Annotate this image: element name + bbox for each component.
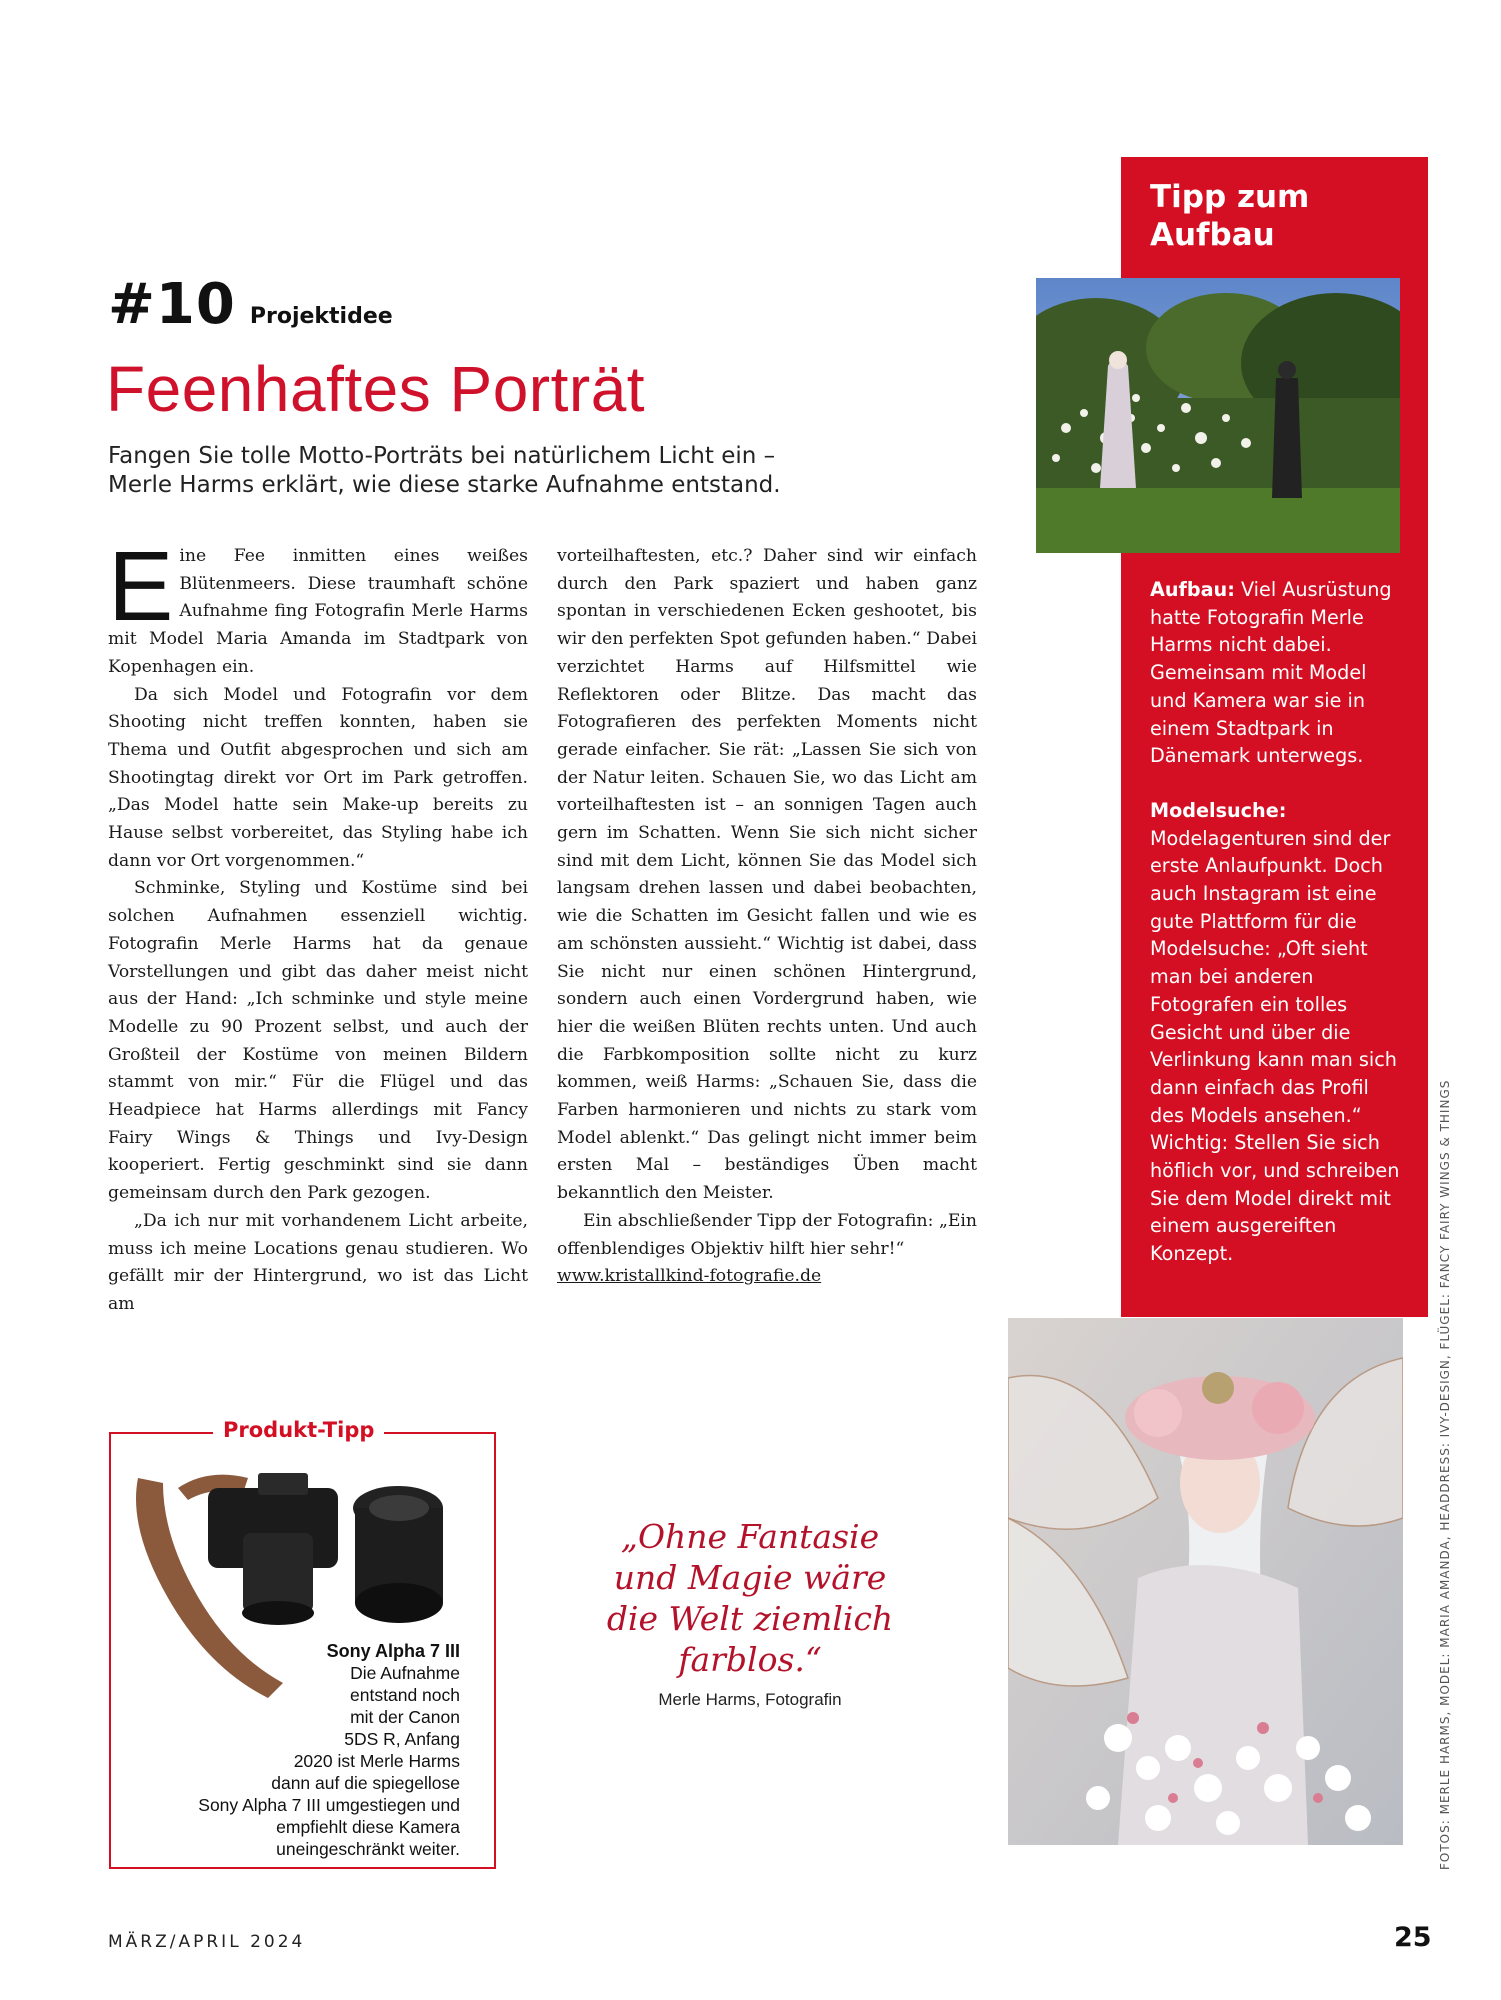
sidebar-label: Aufbau: bbox=[1150, 578, 1235, 601]
article-intro bbox=[108, 442, 868, 500]
paragraph bbox=[557, 1263, 977, 1291]
setup-photo bbox=[1036, 278, 1400, 553]
sidebar-heading-line: Aufbau bbox=[1150, 217, 1275, 253]
product-tip-label: Produkt-Tipp bbox=[213, 1418, 384, 1442]
sidebar-label: Modelsuche: bbox=[1150, 798, 1287, 822]
sidebar-paragraph-text: Modelagenturen sind der erste Anlaufpunkt. Doch auch Instagram ist eine gute Plattform für die Modelsuche: „Oft sieht man bei anderen Fotografen ein tolles Gesicht und über die Verlinkung kann man sich dann einfach das Profil des Models ansehen.“ Wichtig: Stellen Sie sich höflich vor, und schreiben Sie dem Model direkt mit einem ausgereiften Konzept. bbox=[1150, 826, 1400, 1266]
intro-line: Merle Harms erklärt, wie diese starke Aufnahme entstand. bbox=[108, 472, 781, 498]
issue-date: MÄRZ/APRIL 2024 bbox=[108, 1932, 306, 1952]
fairy-portrait-illustration bbox=[1008, 1318, 1403, 1845]
article-number-row bbox=[108, 272, 393, 337]
project-kicker: Projektidee bbox=[249, 304, 393, 329]
product-line: 5DS R, Anfang bbox=[344, 1729, 460, 1749]
product-line: Die Aufnahme bbox=[350, 1663, 460, 1683]
product-line: empfiehlt diese Kamera bbox=[276, 1817, 460, 1837]
product-line: dann auf die spiegellose bbox=[271, 1773, 460, 1793]
paragraph: Da sich Model und Fotografin vor dem Shooting nicht treffen konnten, haben sie Thema und Outfit abgesprochen und sich am Shootingtag direkt vor Ort im Park getroffen. „Das Model hatte sein Make-up bereits zu Hause selbst vorbereitet, das Styling habe ich dann vor Ort vorgenommen.“ bbox=[108, 684, 528, 871]
product-line: mit der Canon bbox=[350, 1707, 460, 1727]
website-link[interactable]: www.kristallkind-fotografie.de bbox=[557, 1266, 822, 1287]
product-description bbox=[130, 1640, 460, 1860]
pull-quote: „Ohne Fantasie und Magie wäre die Welt ziemlich farblos.“ bbox=[606, 1517, 894, 1679]
article-column-right bbox=[557, 543, 977, 1291]
product-name: Sony Alpha 7 III bbox=[326, 1641, 460, 1661]
intro-line: Fangen Sie tolle Motto-Porträts bei natürlichem Licht ein – bbox=[108, 443, 776, 469]
page-number: 25 bbox=[1394, 1922, 1432, 1953]
product-line: 2020 ist Merle Harms bbox=[293, 1751, 460, 1771]
paragraph bbox=[108, 531, 528, 682]
sidebar-paragraph-modelsuche bbox=[1150, 797, 1406, 1268]
sidebar-heading bbox=[1150, 178, 1410, 254]
product-line: Sony Alpha 7 III umgestiegen und bbox=[198, 1795, 460, 1815]
quote-attribution: Merle Harms, Fotografin bbox=[658, 1690, 842, 1709]
setup-photo-illustration bbox=[1036, 278, 1400, 553]
product-line: uneingeschränkt weiter. bbox=[276, 1839, 460, 1859]
paragraph: vorteilhaftesten, etc.? Daher sind wir einfach durch den Park spaziert und haben ganz spontan in verschiedenen Ecken geshootet, bis wir den perfekten Spot gefunden haben.“ Dabei verzichtet Harms auf Hilfsmittel wie Reflektoren oder Blitze. Das macht das Fotografieren des perfekten Moments nicht gerade einfacher. Sie rät: „Lassen Sie sich von der Natur leiten. Schauen Sie, wo das Licht am vorteilhaftesten ist – an sonnigen Tagen auch gern im Schatten. Wenn Sie sich nicht sicher sind mit dem Licht, können Sie das Model sich langsam drehen lassen und dabei beobachten, wie die Schatten im Gesicht fallen und wie es am schönsten aussieht.“ Wichtig ist dabei, dass Sie nicht nur einen schönen Hintergrund, sondern auch einen Vordergrund haben, wie hier die weißen Blüten rechts unten. Und auch die Farbkomposition sollte nicht zu kurz kommen, weiß Harms: „Schauen Sie, dass die Farben harmonieren und nichts zu stark vom Model ablenkt.“ Das gelingt nicht immer beim ersten Mal – beständiges Üben macht bekanntlich den Meister. bbox=[557, 546, 977, 1204]
article-column-left bbox=[108, 531, 528, 1319]
fairy-portrait-photo bbox=[1008, 1318, 1403, 1845]
paragraph: Schminke, Styling und Kostüme sind bei solchen Aufnahmen essenziell wichtig. Fotografin Merle Harms hat da genaue Vorstellungen und gibt das daher meist nicht aus der Hand: „Ich schminke und style meine Modelle zu 90 Prozent selbst, und auch der Großteil der Kostüme von meinen Bildern stammt von mir.“ Für die Flügel und das Headpiece hat Harms allerdings mit Fancy Fairy Wings & Things und Ivy-Design kooperiert. Fertig geschminkt sind sie dann gemeinsam durch den Park gezogen. bbox=[108, 878, 528, 1204]
sidebar-paragraph-text: Viel Ausrüstung hatte Fotografin Merle Harms nicht dabei. Gemeinsam mit Model und Kamera war sie in einem Stadtpark in Dänemark unterwegs. bbox=[1150, 578, 1392, 768]
sidebar-heading-line: Tipp zum bbox=[1150, 179, 1310, 215]
paragraph: „Da ich nur mit vorhandenem Licht arbeite, muss ich meine Locations genau studieren. Wo gefällt mir der Hintergrund, wo ist das Licht am bbox=[108, 1210, 528, 1314]
paragraph: Ein abschließender Tipp der Fotografin: „Ein offenblendiges Objektiv hilft hier sehr!“ bbox=[557, 1210, 977, 1259]
paragraph-text: ine Fee inmitten eines weißes Blütenmeers. Diese traumhaft schöne Aufnahme fing Fotografin Merle Harms mit Model Maria Amanda im Stadtpark von Kopenhagen ein. bbox=[108, 546, 528, 677]
article-title: Feenhaftes Porträt bbox=[106, 353, 646, 425]
product-line: entstand noch bbox=[350, 1685, 460, 1705]
photo-credit: FOTOS: MERLE HARMS, MODEL: MARIA AMANDA, HEADDRESS: IVY-DESIGN, FLÜGEL: FANCY FAIRY WINGS & THINGS bbox=[1438, 1079, 1452, 1870]
project-number: #10 bbox=[108, 272, 236, 337]
sidebar-text bbox=[1150, 576, 1406, 1295]
sidebar-paragraph-aufbau bbox=[1150, 576, 1406, 770]
drop-cap: E bbox=[108, 531, 174, 641]
